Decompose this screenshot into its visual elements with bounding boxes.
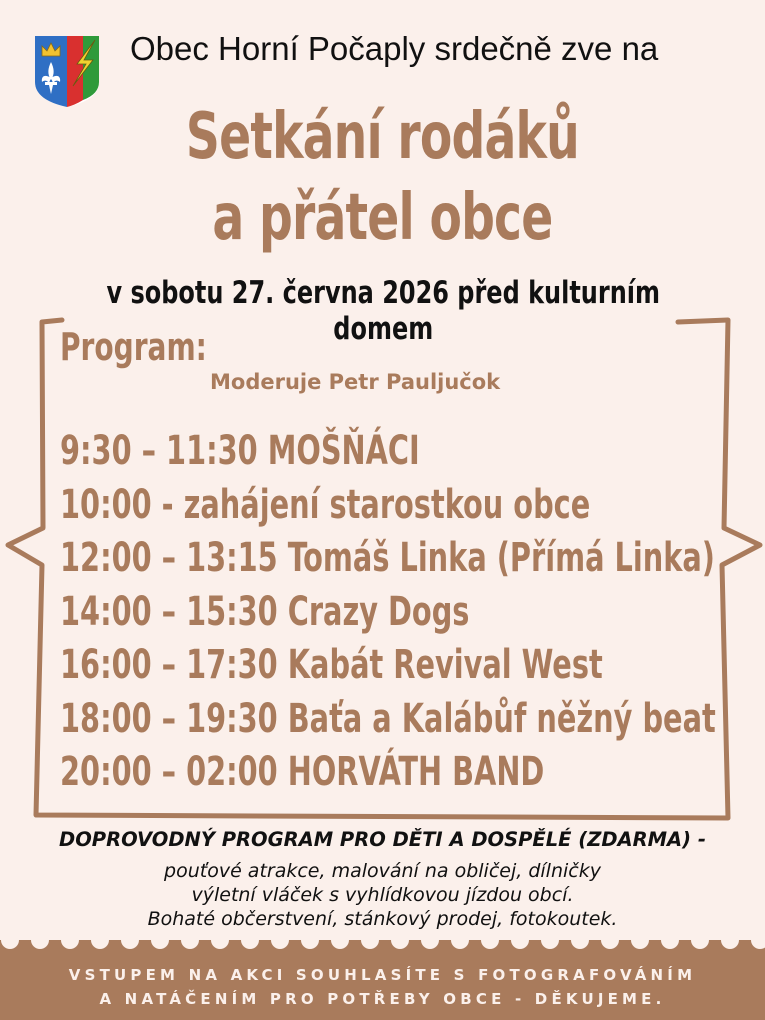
schedule-item: 16:00 – 17:30 Kabát Revival West bbox=[60, 642, 603, 688]
schedule-list bbox=[60, 425, 765, 800]
extra-program-line: Bohaté občerstvení, stánkový prodej, fotokoutek. bbox=[147, 908, 618, 930]
program-heading: Program: bbox=[60, 325, 207, 369]
footer-notice-line2: A NATÁČENÍM PRO POTŘEBY OBCE - DĚKUJEME. bbox=[99, 990, 666, 1008]
event-date: v sobotu 27. června 2026 před kulturním domem bbox=[106, 275, 661, 347]
schedule-item: 20:00 – 02:00 HORVÁTH BAND bbox=[60, 749, 545, 795]
invite-text: Obec Horní Počaply srdečně zve na bbox=[130, 30, 659, 67]
extra-program-line: pouťové atrakce, malování na obličej, dílničky bbox=[164, 860, 601, 882]
schedule-item: 10:00 - zahájení starostkou obce bbox=[60, 481, 591, 528]
event-title-line1: Setkání rodáků bbox=[185, 100, 579, 174]
schedule-item: 14:00 – 15:30 Crazy Dogs bbox=[60, 588, 470, 635]
moderator-text: Moderuje Petr Pauljučok bbox=[210, 370, 501, 394]
schedule-item: 9:30 – 11:30 MOŠŇÁCI bbox=[60, 428, 420, 474]
footer-notice-line1: VSTUPEM NA AKCI SOUHLASÍTE S FOTOGRAFOVÁNÍM bbox=[68, 966, 697, 984]
schedule-item: 18:00 – 19:30 Baťa a Kalábůf něžný beat bbox=[60, 695, 716, 742]
event-title-line2: a přátel obce bbox=[212, 181, 553, 255]
schedule-item: 12:00 – 13:15 Tomáš Linka (Přímá Linka) bbox=[60, 535, 715, 581]
extra-program-heading: DOPROVODNÝ PROGRAM PRO DĚTI A DOSPĚLÉ (ZDARMA) - bbox=[59, 828, 706, 851]
extra-program-line: výletní vláček s vyhlídkovou jízdou obcí. bbox=[191, 884, 574, 906]
